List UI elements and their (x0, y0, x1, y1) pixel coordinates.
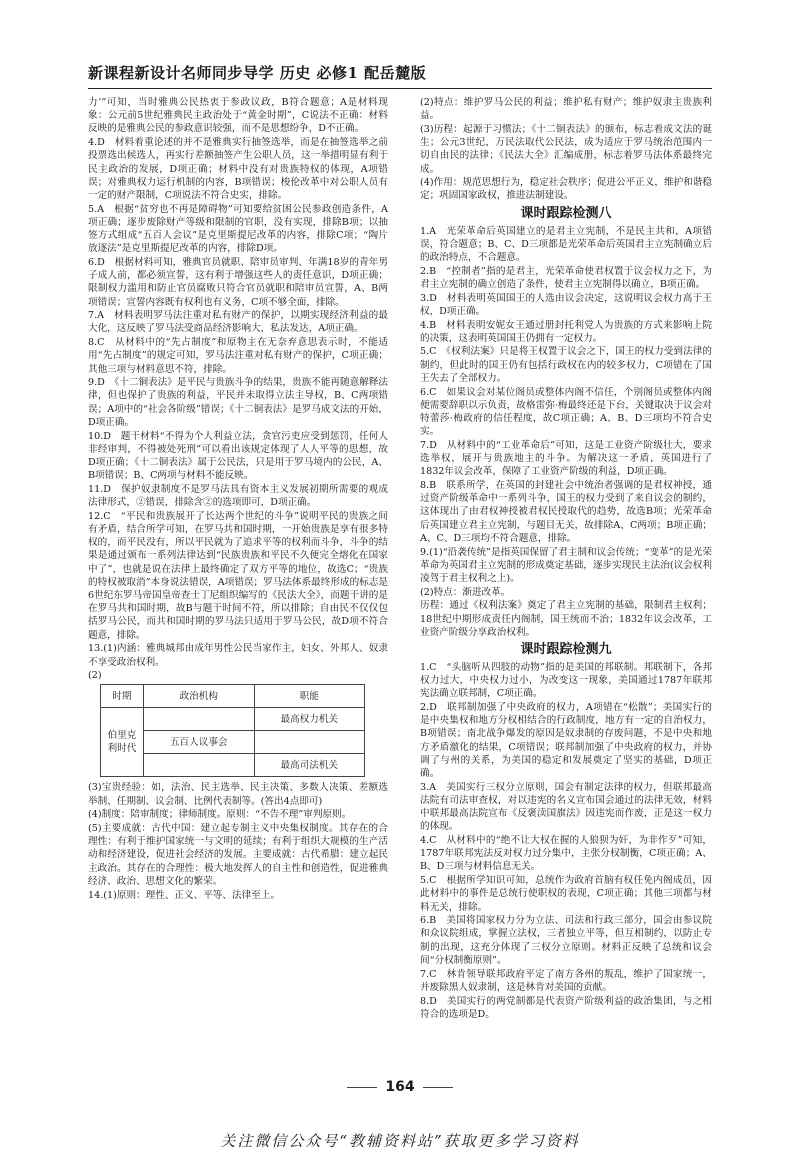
answer-item: 4.C 从材料中的“绝不让大权在握的人狼狈为奸，为非作歹”可知，1787年联邦宪法反对权力过分集中，主张分权制衡，C项正确；A、B、D三项与材料信息无关。 (420, 835, 712, 873)
table-cell-institution: 五百人议事会 (144, 731, 255, 754)
answer-item: (2)特点：维护罗马公民的利益；维护私有财产；维护奴隶主贵族利益。 (420, 97, 712, 122)
answer-item: 6.B 美国将国家权力分为立法、司法和行政三部分，国会由参议院和众议院组成，掌握立法权，三者独立平等，但互相制约，以防止专制的出现，这充分体现了三权分立原则。材料正反映了总统和议会间“分权制衡原则”。 (420, 915, 712, 966)
answer-item: 3.D 材料表明英国国王的人选由议会决定，这说明议会权力高于王权，D项正确。 (420, 292, 712, 317)
section-9-answers (420, 661, 712, 1021)
section-8-answers (420, 225, 712, 639)
answer-item: 历程：通过《权利法案》奠定了君主立宪制的基础，限制君主权利；18世纪中期形成责任内阁制，国王统而不治；1832年议会改革，工业资产阶级分享政治权利。 (420, 600, 712, 638)
political-organization-table (100, 684, 365, 777)
left-answer-list (88, 96, 388, 669)
footer-note: 关注微信公众号“教辅资料站”获取更多学习资料 (220, 1132, 580, 1150)
answer-item: 8.C 从材料中的“先占制度”和原物主在无奈弃意思表示时，不能适用“先占制度”的规定可知，罗马法注重对私有财产的保护，C项正确；其他三项与材料意思不符，排除。 (88, 337, 388, 375)
table-cell-empty (144, 754, 255, 777)
answer-item: 4.D 材料着重论述的并不是雅典实行抽签选举，而是在抽签选举之前投票选出候选人，再实行差额抽签产生公职人员，这一举措明显有利于民主政治的发展，D项正确；材料中没有对贵族特权的体现，A项错误；对雅典权力运行机制的内容，B项错误；梭伦改革中对公职人员有一定的财产限制，C项说法不符合史实，排除。 (88, 137, 388, 201)
table-header-institution: 政治机构 (144, 685, 255, 708)
table-header-period: 时期 (101, 685, 144, 708)
left-answer-list-continued (88, 781, 388, 901)
answer-item: 5.C 《权利法案》只是将王权置于议会之下，国王的权力受到法律的制约，但此时的国王仍有包括行政权在内的较多权力，C项错在了国王失去了全部权力。 (420, 346, 712, 384)
answer-item: 1.A 光荣革命后英国建立的是君主立宪制，不是民主共和，A项错误，符合题意；B、C、D三项都是光荣革命后英国君主立宪制确立后的政治特点，不合题意。 (420, 225, 712, 264)
table-row (101, 708, 365, 731)
table-number-label: (2) (88, 670, 102, 682)
answer-item: 5.A 根据“贫穷也不再是障碍物”可知要给贫困公民参政创造条件，A项正确；逐步废除财产等级和限制的官职，没有实现，排除B项；以抽签方式组成“五百人会议”是克里斯提尼改革的内容，排除C项；“陶片放逐法”是克里斯提尼改革的内容，排除D项。 (88, 203, 388, 255)
answer-item: 7.C 林肯领导联邦政府平定了南方各州的叛乱，维护了国家统一，并废除黑人奴隶制，这是林肯对美国的贡献。 (420, 968, 712, 993)
answer-item: 2.B “控制者”指的是君主，光荣革命使君权置于议会权力之下，为君主立宪制的确立创造了条件，使君主立宪制得以确立，B项正确。 (420, 265, 712, 290)
answer-item: 力’”可知，当时雅典公民热衷于参政议政，B符合题意；A是材料现象：公元前5世纪雅典民主政治处于“黄金时期”，C说法不正确：材料反映的是雅典公民的参政意识较强，而不是思想纷争，D不正确。 (88, 97, 388, 135)
page-number-dash-right (423, 1087, 453, 1088)
page-number-text: 164 (385, 1079, 415, 1095)
answer-item: 11.D 保护奴隶制度不是罗马法具有资本主义发展初期所需要的观成法律形式，②错误，排除含②的选项即可，D项正确。 (88, 483, 388, 509)
answer-item: 9.D 《十二铜表法》是平民与贵族斗争的结果，贵族不能再随意解释法律，但也保护了贵族的利益，平民并未取得立法主导权，B、C两项错误；A项中的“社会各阶级”错误；《十二铜表法》是罗马成文法的开始，D项正确。 (88, 377, 388, 428)
left-column (88, 96, 388, 1036)
answer-item: 12.C “平民和贵族展开了长达两个世纪的斗争”说明平民的贵族之间有矛盾，结合所学可知，在罗马共和国时期，一开始贵族是享有很多特权的，而平民没有，所以平民就为了追求平等的权利而斗争，斗争的结果是通过颁布一系列法律达到“民族贵族和平民不久便完全熔化在国家中了”，也就是说在法律上最终确定了双方平等的地位，故选C；“贵族的特权被取消”本身说法错误，A项错误；罗马法体系最终形成的标志是6世纪东罗马帝国皇帝查士丁尼组织编写的《民法大全》，而题干讲的是在罗马共和国时期，故B与题干时间不符，所以排除；自由民不仅仅包括罗马公民，而共和国时期的罗马法只适用于罗马公民，故D项不符合题意，排除。 (88, 510, 388, 641)
section-title-9: 课时跟踪检测九 (520, 641, 612, 657)
answer-item: (3)宝贵经验：如，法治、民主选举、民主决策、多数人决策、差额选举制、任期制、议会制、比例代表制等。(答出4点即可) (88, 782, 388, 807)
answer-item: (3)历程：起源于习惯法；《十二铜表法》的颁布，标志着成文法的诞生；公元3世纪，万民法取代公民法，成为适应于罗马统治范围内一切自由民的法律；《民法大全》汇编成册，标志着罗马法体系最终完成。 (420, 123, 712, 175)
answer-item: (4)制度：陪审制度；律师制度。原则：“不告不理”审判原则。 (88, 809, 352, 821)
answer-item: 5.C 根据所学知识可知，总统作为政府首脑有权任免内阁成员，因此材料中的事件是总统行使职权的表现，C项正确；其他三项都与材料无关，排除。 (420, 875, 712, 913)
table-header-function: 职能 (254, 685, 365, 708)
answer-item: (5)主要成就：古代中国：建立起专制主义中央集权制度。其存在的合理性：有利于维护国家统一与文明的延续；有利于组织大规模的生产活动和经济建设，促进社会经济的发展。主要成就：古代希腊：建立起民主政治。其存在的合理性：极大地发挥人的自主性和创造性，促进雅典经济、政治、思想文化的繁荣。 (88, 823, 388, 887)
answer-item: 2.D 联邦制加强了中央政府的权力，A项错在“松散”；美国实行的是中央集权和地方分权相结合的行政制度，地方有一定的自治权力，B项错误；南北战争爆发的原因是奴隶制的存废问题，不是中央和地方矛盾激化的结果，C项错误；联邦制加强了中央政府的权力，并协调了与州的关系，为美国的稳定和发展奠定了坚实的基础，D项正确。 (420, 702, 712, 780)
answer-item: 6.C 如果议会对某位阁员或整体内阁不信任，个别阁员或整体内阁便需要辞职以示负责，故格雷弥·梅最终还是下台，关键取决于议会对特蕾莎·梅政府的信任程度，故C项正确；A、B、D三项均不符合史实。 (420, 386, 712, 438)
table-cell-function-3: 最高司法机关 (254, 754, 365, 777)
page-number-dash-left (347, 1087, 377, 1088)
answer-item: 8.B 联系所学，在英国的封建社会中统治者强调的是君权神授，通过资产阶级革命中一系列斗争，国王的权力受到了来自议会的制约，这体现出了由君权神授被君权民授取代的趋势，故选B项；光荣革命后英国建立君主立宪制，与题目无关，故排除A、C两项；B项正确；A、C、D三项均不符合题意，排除。 (420, 479, 712, 544)
answer-item: 4.B 材料表明安妮女王通过册封托利党人为贵族的方式来影响上院的决策，这表明英国国王仍拥有一定权力。 (420, 319, 712, 344)
page-number (0, 1079, 800, 1095)
answer-item: 1.C “头脑听从四肢的动物”指的是美国的邦联制。邦联制下，各邦权力过大，中央权力过小，为改变这一现象，美国通过1787年联邦宪法确立联邦制，C项正确。 (420, 661, 712, 700)
section-title-8: 课时跟踪检测八 (520, 205, 612, 221)
table-cell-period: 伯里克利时代 (101, 708, 144, 777)
answer-item: 7.A 材料表明罗马法注重对私有财产的保护，以期实现经济利益的最大化，这反映了罗马法受商品经济影响大，私法发达，A项正确。 (88, 310, 388, 335)
right-column (420, 96, 712, 1036)
table-cell-function-1: 最高权力机关 (254, 708, 365, 731)
answer-item: 9.(1)“沿袭传统”是指英国保留了君主制和议会传统；“变革”的是光荣革命为英国君主立宪制的形成奠定基础，逐步实现民主法治(议会权利凌驾于君主权利之上)。 (420, 546, 712, 584)
answer-item: 3.A 美国实行三权分立原则，国会有制定法律的权力，但联邦最高法院有司法审查权，对以违宪的名义宣布国会通过的法律无效，材料中联邦最高法院宣布《反褒渎国旗法》因违宪而作废，正是这一权力的体现。 (420, 781, 712, 833)
answer-item: 13.(1)内涵：雅典城邦由成年男性公民当家作主，妇女、外邦人、奴隶不享受政治权利。 (88, 643, 388, 668)
table-cell-function-2 (254, 731, 365, 754)
right-answer-list-top (420, 96, 712, 203)
table-header-row (101, 685, 365, 708)
answer-item: 10.D 题干材料“不得为个人利益立法，贪官污吏应受到惩罚，任何人非经审判，不得被处死刑”可以看出该规定体现了人人平等的思想，故D项正确；《十二铜表法》属于公民法，只是用于罗马境内的公民，A、B项错误；B、C两项与材料不能反映。 (88, 430, 388, 482)
answer-table-block (88, 669, 388, 777)
answer-item: (2)特点：渐进改革。 (420, 586, 511, 598)
answer-item: (4)作用：规范思想行为，稳定社会秩序；促进公平正义，维护和谐稳定；巩固国家政权，推进法制建设。 (420, 177, 712, 202)
page-header: 新课程新设计名师同步导学 历史 必修1 配岳麓版 (88, 64, 427, 82)
answer-item: 6.D 根据材料可知，雅典官员就职、陪审员审判、年满18岁的青年男子成人前，都必须宣誓，这有利于增强这些人的责任意识，D项正确；限制权力滥用和防止官员腐败只符合官员就职和陪审员宣誓，A、B两项错误；宣誓内容既有权利也有义务，C项不够全面，排除。 (88, 256, 388, 308)
table-cell-empty (144, 708, 255, 731)
answer-item: 7.D 从材料中的“工业革命后”可知，这是工业资产阶级壮大，要求选举权，展开与贵族地主的斗争。为解决这一矛盾，英国进行了1832年议会改革，保障了工业资产阶级的利益，D项正确。 (420, 439, 712, 478)
answer-item: 8.D 美国实行的两党制都是代表资产阶级利益的政治集团，与之相符合的选项是D。 (420, 995, 712, 1020)
answer-item: 14.(1)原则：理性、正义、平等、法律至上。 (88, 889, 280, 901)
header-divider (88, 88, 712, 89)
